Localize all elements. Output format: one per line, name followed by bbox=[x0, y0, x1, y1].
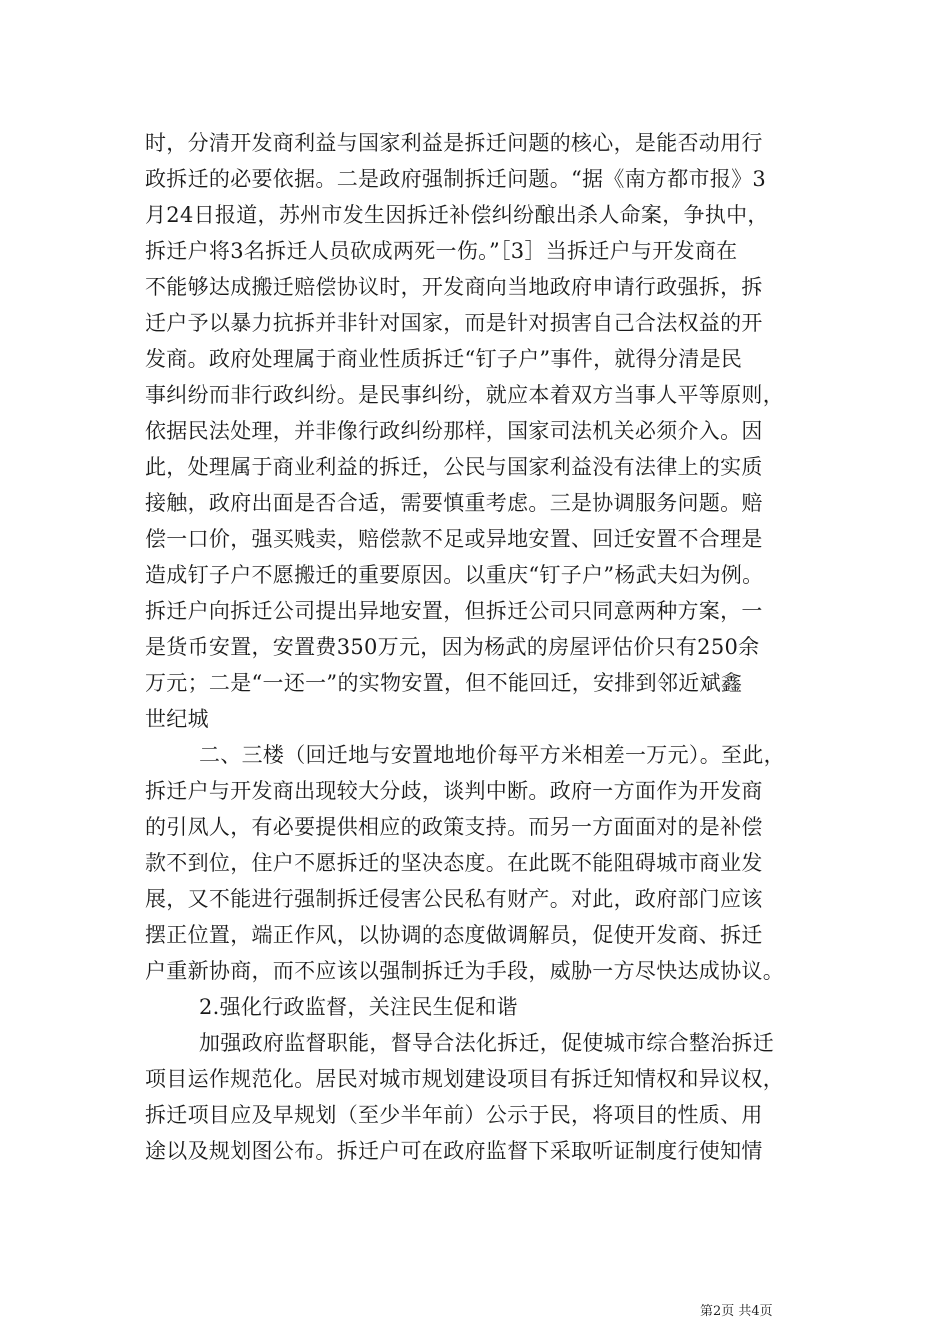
text-line: 万元；二是“一还一”的实物安置，但不能回迁，安排到邻近斌鑫 bbox=[145, 671, 743, 695]
text-line: 接触，政府出面是否合适，需要慎重考虑。三是协调服务问题。赔 bbox=[145, 491, 763, 515]
text-line: 迁户予以暴力抗拆并非针对国家，而是针对损害自己合法权益的开 bbox=[145, 311, 763, 335]
text-line: 拆迁户将3名拆迁人员砍成两死一伤。”［3］当拆迁户与开发商在 bbox=[145, 239, 738, 263]
text-line: 月24日报道，苏州市发生因拆迁补偿纠纷酿出杀人命案，争执中， bbox=[145, 203, 769, 227]
text-line: 事纠纷而非行政纠纷。是民事纠纷，就应本着双方当事人平等原则， bbox=[145, 383, 784, 407]
page-number-footer: 第2页 共4页 bbox=[700, 1304, 773, 1319]
text-line: 依据民法处理，并非像行政纠纷那样，国家司法机关必须介入。因 bbox=[145, 419, 763, 443]
text-line: 政拆迁的必要依据。二是政府强制拆迁问题。“据《南方都市报》3 bbox=[145, 167, 767, 191]
text-line: 拆迁户与开发商出现较大分歧，谈判中断。政府一方面作为开发商 bbox=[145, 779, 763, 803]
text-line: 款不到位，住户不愿拆迁的坚决态度。在此既不能阻碍城市商业发 bbox=[145, 851, 763, 875]
text-line: 发商。政府处理属于商业性质拆迁“钉子户”事件，就得分清是民 bbox=[145, 347, 743, 371]
section-heading: 2.强化行政监督，关注民生促和谐 bbox=[199, 995, 518, 1019]
paragraph-start-line: 二、三楼（回迁地与安置地地价每平方米相差一万元）。至此， bbox=[199, 743, 785, 767]
text-line: 项目运作规范化。居民对城市规划建设项目有拆迁知情权和异议权， bbox=[145, 1067, 784, 1091]
text-line: 拆迁户向拆迁公司提出异地安置，但拆迁公司只同意两种方案，一 bbox=[145, 599, 763, 623]
text-line: 展，又不能进行强制拆迁侵害公民私有财产。对此，政府部门应该 bbox=[145, 887, 763, 911]
text-line: 途以及规划图公布。拆迁户可在政府监督下采取听证制度行使知情 bbox=[145, 1139, 763, 1163]
text-line: 此，处理属于商业利益的拆迁，公民与国家利益没有法律上的实质 bbox=[145, 455, 763, 479]
text-line: 时，分清开发商利益与国家利益是拆迁问题的核心，是能否动用行 bbox=[145, 131, 763, 155]
text-line: 是货币安置，安置费350万元，因为杨武的房屋评估价只有250余 bbox=[145, 635, 760, 659]
text-line: 世纪城 bbox=[145, 707, 209, 731]
paragraph-start-line: 加强政府监督职能，督导合法化拆迁，促使城市综合整治拆迁 bbox=[199, 1031, 775, 1055]
text-line: 偿一口价，强买贱卖，赔偿款不足或异地安置、回迁安置不合理是 bbox=[145, 527, 763, 551]
text-line: 拆迁项目应及早规划（至少半年前）公示于民，将项目的性质、用 bbox=[145, 1103, 763, 1127]
text-line: 不能够达成搬迁赔偿协议时，开发商向当地政府申请行政强拆，拆 bbox=[145, 275, 763, 299]
text-line: 户重新协商，而不应该以强制拆迁为手段，威胁一方尽快达成协议。 bbox=[145, 959, 784, 983]
text-line: 的引凤人，有必要提供相应的政策支持。而另一方面面对的是补偿 bbox=[145, 815, 763, 839]
text-line: 摆正位置，端正作风，以协调的态度做调解员，促使开发商、拆迁 bbox=[145, 923, 763, 947]
text-line: 造成钉子户不愿搬迁的重要原因。以重庆“钉子户”杨武夫妇为例。 bbox=[145, 563, 764, 587]
